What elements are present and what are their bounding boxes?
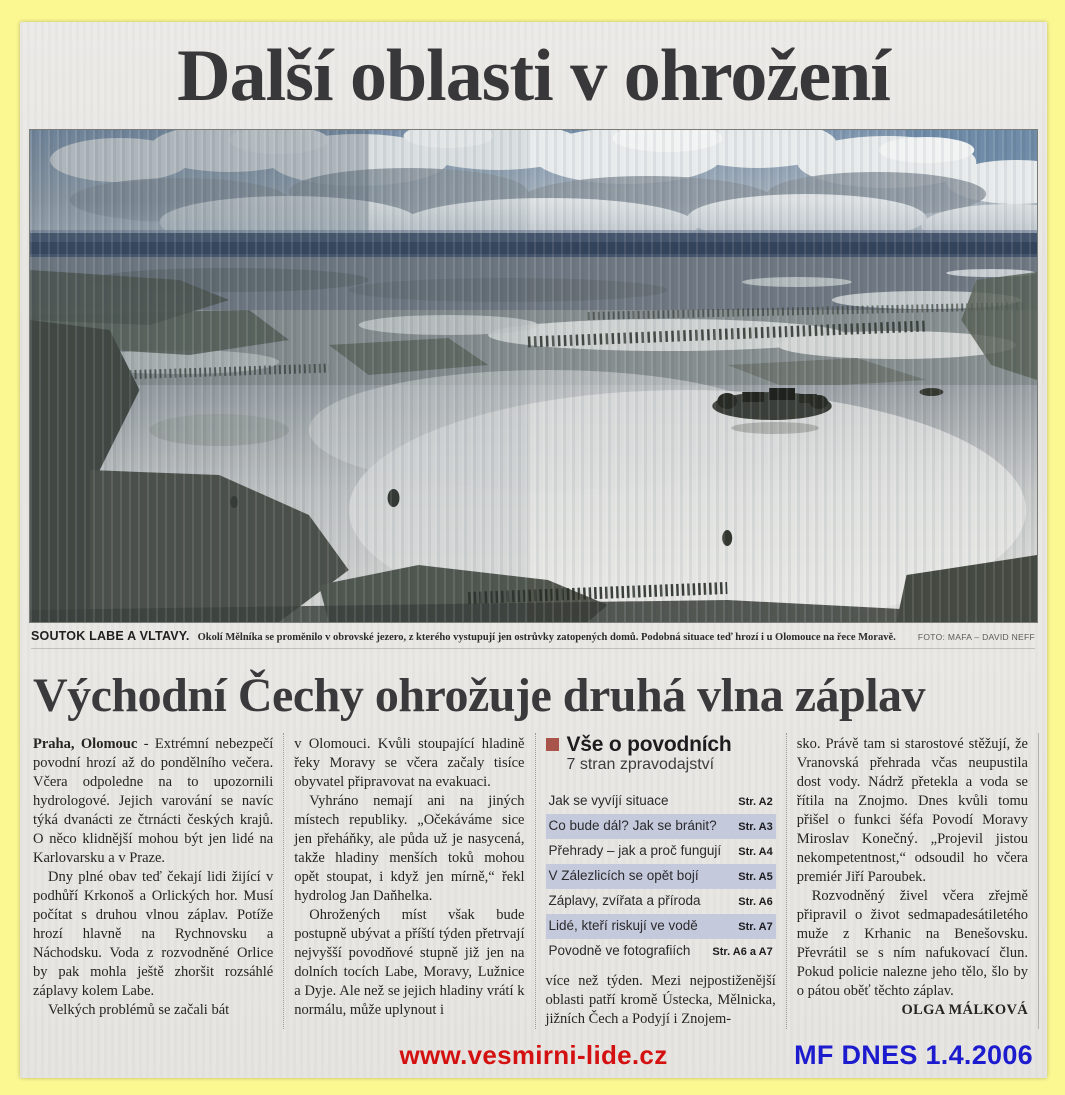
newspaper-page [20,22,1047,1078]
caption-text: Okolí Mělníka se proměnilo v obrovské jezero, z kterého vystupují jen ostrůvky zatopených domů. Podobná situace teď hrozí i u Olomouce na řece Moravě. [197,631,896,643]
paragraph: v Olomouci. Kvůli stoupající hladině řeky Moravy se včera začaly tisíce obyvatel připravovat na evakuaci. [294,736,525,791]
item-label: Co bude dál? Jak se bránit? [548,818,717,834]
infobox-row [546,789,776,814]
byline: OLGA MÁLKOVÁ [901,1002,1028,1019]
infobox-row [546,864,776,889]
item-page: Str. A6 [738,896,773,909]
item-page: Str. A6 a A7 [712,946,773,959]
article-column-3 [536,733,787,1029]
paragraph: Dny plné obav teď čekají lidi žijící v podhůří Krkonoš a Orlických hor. Musí počítat s druhou vlnou záplav. Potíže hrozí hlavně na Rychnovsku a Náchodsku. Voda z rozvodněné Orlice by pak mohla ještě zhoršit rozsáhlé záplavy kolem Labe. [33,869,274,1000]
footer-url: www.vesmirni-lide.cz [399,1040,668,1070]
paragraph: více než týden. Mezi nejpostiženější oblasti patří kromě Ústecka, Mělnicka, jižních Čech a Podyjí i Znojem- [545,973,776,1028]
item-page: Str. A7 [738,921,773,934]
flood-photo-illustration [30,130,1037,622]
item-page: Str. A3 [738,821,773,834]
dateline: Praha, Olomouc [33,736,138,753]
flood-aerial-photo [30,130,1037,622]
photo-caption [31,629,1035,649]
article-column-4 [787,733,1038,1029]
item-page: Str. A2 [738,796,773,809]
footer-source: MF DNES 1.4.2006 [794,1040,1033,1070]
item-label: Záplavy, zvířata a příroda [548,893,701,909]
article-column-2 [284,733,535,1029]
article-headline: Východní Čechy ohrožuje druhá vlna záplav [33,668,926,722]
caption-credit: FOTO: MAFA – DAVID NEFF [917,631,1035,642]
masthead-headline: Další oblasti v ohrožení [177,35,890,117]
paragraph: Vyhráno nemají ani na jiných místech republiky. „Očekáváme sice jen přeháňky, ale půda už je nasycená, takže hladiny menších toků mohou opět stoupat, i když jen mírně,“ řekl hydrolog Jan Daňhelka. [294,793,525,905]
paragraph: Velkých problémů se začali bát [48,1002,230,1019]
paragraph: Rozvodněný živel včera zřejmě připravil o život sedmapadesátiletého muže z Krhanic na Benešovsku. Převrátil se s ním nafukovací člun. Pokud policie nalezne jeho tělo, šlo by o pátou oběť těchto záplav. [796,888,1028,1000]
infobox-row [546,939,776,964]
infobox [546,735,776,964]
infobox-subtitle: 7 stran zpravodajství [566,756,715,774]
paragraph: sko. Právě tam si starostové stěžují, že Vranovská přehrada včas neupustila dost vody. Nádrž přetekla a voda se řítila na Znojmo. Dnes kvůli tomu přišel o funkci šéfa Povodí Moravy Miroslav Konečný. „Projevil jistou nekompetentnost,“ odsoudil ho včera premiér Jiří Paroubek. [796,736,1028,886]
item-label: Přehrady – jak a proč fungují [548,843,722,859]
item-label: V Zálezlicích se opět bojí [548,868,699,884]
infobox-list [546,789,776,964]
article-body [33,733,1039,1029]
item-label: Jak se vyvíjí situace [548,793,669,809]
infobox-title: Vše o povodních [566,733,732,757]
scan-footer [20,1040,1047,1072]
infobox-row [546,914,776,939]
item-page: Str. A4 [738,846,773,859]
item-page: Str. A5 [738,871,773,884]
paragraph-text: - Extrémní nebezpečí povodní hrozí až do pondělního večera. Včera odpoledne na to upozornili hydrologové. Jejich varování se navíc týká dvanácti ze čtrnácti českých krajů. O něco klidnější mohou být jen lidé na Karlovarsku a v Praze. [33,736,274,867]
infobox-row [546,889,776,914]
infobox-row [546,814,776,839]
article-column-1 [33,733,284,1029]
red-square-icon [546,738,559,751]
infobox-header [546,733,776,757]
item-label: Lidé, kteří riskují ve vodě [548,918,698,934]
paragraph: Ohrožených míst však bude postupně ubývat a příští týden přetrvají nejvyšší povodňové stupně již jen na dolních tocích Labe, Moravy, Lužnice a Dyje. Ale než se jejich hladiny vrátí k normálu, může uplynout i [294,907,525,1019]
infobox-row [546,839,776,864]
item-label: Povodně ve fotografiích [548,943,691,959]
paragraph [33,735,273,868]
caption-lead: SOUTOK LABE A VLTAVY. [31,628,190,643]
